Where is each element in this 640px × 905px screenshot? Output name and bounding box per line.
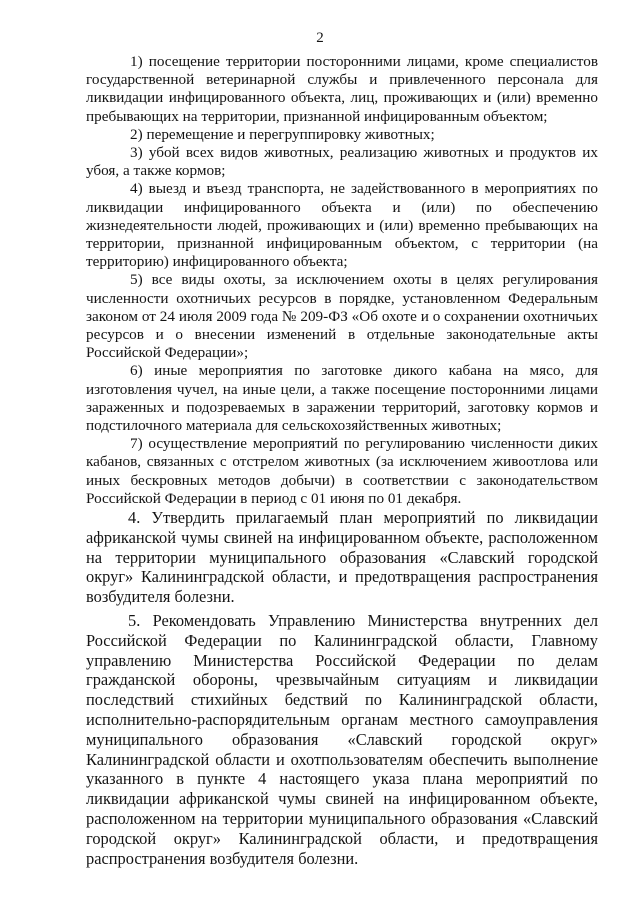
paragraph-item-5: 5. Рекомендовать Управлению Министерства внутренних дел Российской Федерации по Калининградской области, Главному управлению Министерства Российской Федерации по делам гражданской обороны, чрезвычайным ситуациям и ликвидации последствий стихийных бедствий по Калининградской области, исполнительно-распорядительным органам местного самоуправления муниципального образования «Славский городской округ» Калининградской области и охотпользователям обеспечить выполнение указанного в пункте 4 настоящего указа плана мероприятий по ликвидации африканской чумы свиней на инфицированном объекте, расположенном на территории муниципального образования «Славский городской округ» Калининградской области, и предотвращения распространения возбудителя болезни. — [86, 611, 598, 868]
paragraph-2: 2) перемещение и перегруппировку животных; — [130, 125, 435, 143]
paragraph-1: 1) посещение территории посторонними лицами, кроме специалистов государственной ветеринарной службы и привлеченного персонала для ликвидации инфицированного объекта, лиц, проживающих и (или) временно пребывающих на территории, признанной инфицированным объектом; — [86, 53, 598, 125]
paragraph-4: 4) выезд и въезд транспорта, не задействованного в мероприятиях по ликвидации инфицированного объекта и (или) по обеспечению жизнедеятельности людей, проживающих и (или) временно пребывающих на территории, признанной инфицированным объектом, с территории (на территорию) инфицированного объекта; — [86, 180, 598, 271]
paragraph-7: 7) осуществление мероприятий по регулированию численности диких кабанов, связанных с отстрелом животных (за исключением живоотлова или иных бескровных методов добычи) в соответствии с законодательством Российской Федерации в период с 01 июня по 01 декабря. — [86, 435, 598, 507]
document-body — [86, 53, 598, 868]
paragraph-3: 3) убой всех видов животных, реализацию животных и продуктов их убоя, а также кормов; — [86, 144, 598, 180]
page-number: 2 — [316, 30, 324, 46]
paragraph-6: 6) иные мероприятия по заготовке дикого кабана на мясо, для изготовления чучел, на иные цели, а также посещение посторонними лицами зараженных и подозреваемых в заражении территорий, заготовку кормов и подстилочного материала для сельскохозяйственных животных; — [86, 362, 598, 435]
paragraph-item-4: 4. Утвердить прилагаемый план мероприятий по ликвидации африканской чумы свиней на инфицированном объекте, расположенном на территории муниципального образования «Славский городской округ» Калининградской области, и предотвращения распространения возбудителя болезни. — [86, 508, 598, 607]
paragraph-5: 5) все виды охоты, за исключением охоты в целях регулирования численности охотничьих ресурсов в порядке, установленном Федеральным законом от 24 июля 2009 года № 209-ФЗ «Об охоте и о сохранении охотничьих ресурсов и о внесении изменений в отдельные законодательные акты Российской Федерации»; — [86, 271, 598, 362]
